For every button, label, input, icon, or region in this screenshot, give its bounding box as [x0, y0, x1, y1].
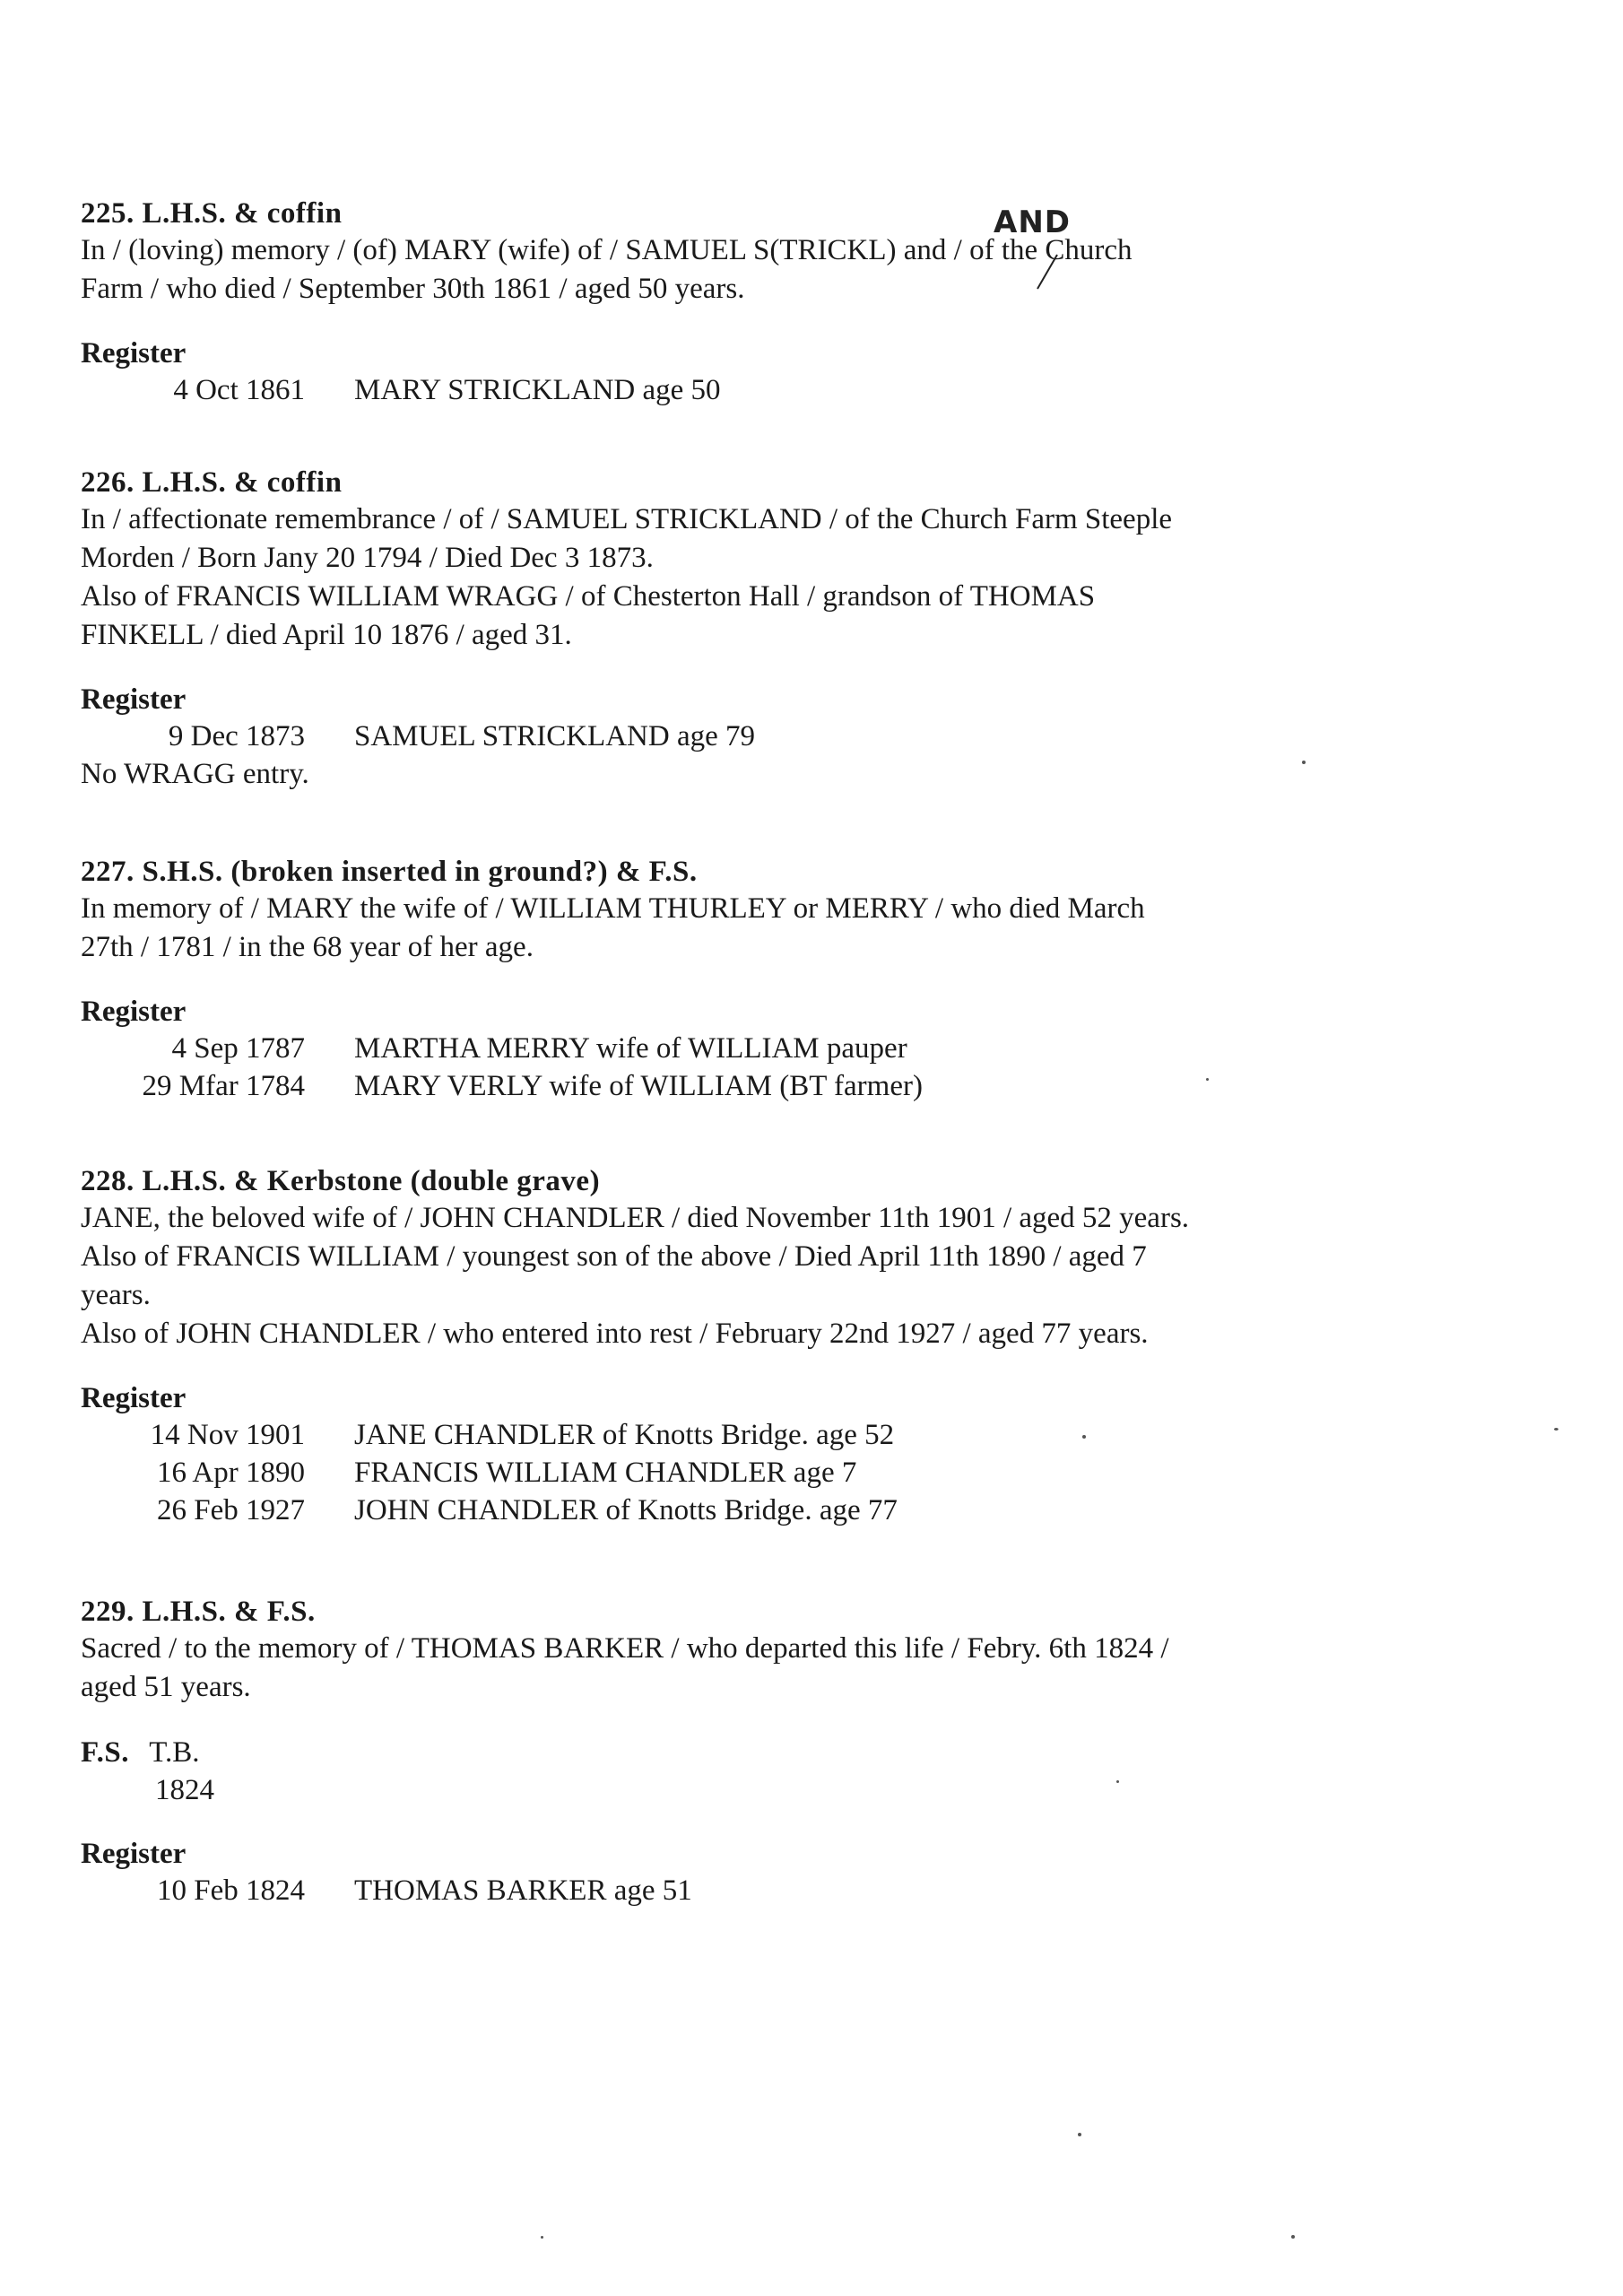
- register-row: [81, 1492, 1354, 1529]
- inscription-line: Farm / who died / September 30th 1861 / aged 50 years.: [81, 273, 745, 305]
- register-date: 14 Nov 1901: [150, 1419, 305, 1451]
- inscription-line: Also of FRANCIS WILLIAM / youngest son of the above / Died April 11th 1890 / aged 7: [81, 1240, 1147, 1273]
- register-note: No WRAGG entry.: [81, 758, 309, 790]
- entry-228: [81, 1163, 1354, 1529]
- register-label: Register: [81, 996, 187, 1028]
- register-label: Register: [81, 683, 187, 716]
- register-date: 4 Sep 1787: [171, 1032, 305, 1065]
- register-label: Register: [81, 337, 187, 370]
- register-text: THOMAS BARKER age 51: [354, 1874, 692, 1907]
- entry-225: [81, 196, 1354, 409]
- register-text: SAMUEL STRICKLAND age 79: [354, 720, 755, 752]
- entry-226: [81, 465, 1354, 794]
- entry-heading: 229. L.H.S. & F.S.: [81, 1596, 316, 1628]
- scan-speck: [1302, 761, 1306, 764]
- entry-229: [81, 1594, 1354, 1909]
- scan-speck: [1291, 2235, 1295, 2239]
- register-text: MARY STRICKLAND age 50: [354, 374, 721, 406]
- scan-speck: [1082, 1435, 1086, 1439]
- register-date: 9 Dec 1873: [168, 720, 305, 752]
- entry-heading: 226. L.H.S. & coffin: [81, 466, 343, 499]
- fs-label: F.S.: [81, 1736, 129, 1769]
- register-row: [81, 1872, 1354, 1909]
- register-text: JOHN CHANDLER of Knotts Bridge. age 77: [354, 1494, 898, 1526]
- entry-heading: 227. S.H.S. (broken inserted in ground?) & F.S.: [81, 856, 698, 888]
- inscription-line: Also of JOHN CHANDLER / who entered into rest / February 22nd 1927 / aged 77 years.: [81, 1318, 1149, 1350]
- entry-heading: 228. L.H.S. & Kerbstone (double grave): [81, 1165, 601, 1197]
- register-row: [81, 718, 1354, 755]
- fs-block: [81, 1734, 1354, 1771]
- scan-speck: [541, 2236, 543, 2239]
- scan-speck: [1554, 1428, 1558, 1431]
- register-text: FRANCIS WILLIAM CHANDLER age 7: [354, 1457, 857, 1489]
- register-date: 29 Mfar 1784: [142, 1070, 305, 1102]
- register-date: 26 Feb 1927: [157, 1494, 305, 1526]
- entry-heading: 225. L.H.S. & coffin: [81, 197, 343, 230]
- inscription-line: In / affectionate remembrance / of / SAMUEL STRICKLAND / of the Church Farm Steeple: [81, 503, 1173, 535]
- register-label: Register: [81, 1382, 187, 1414]
- inscription-line: Morden / Born Jany 20 1794 / Died Dec 3 1873.: [81, 542, 654, 574]
- inscription-line: FINKELL / died April 10 1876 / aged 31.: [81, 619, 572, 651]
- inscription-line: aged 51 years.: [81, 1671, 251, 1703]
- inscription-line: years.: [81, 1279, 151, 1311]
- inscription-line: Sacred / to the memory of / THOMAS BARKER / who departed this life / Febry. 6th 1824 /: [81, 1632, 1169, 1665]
- register-date: 16 Apr 1890: [157, 1457, 305, 1489]
- fs-year: 1824: [155, 1774, 214, 1806]
- register-row: [81, 1416, 1354, 1454]
- register-text: JANE CHANDLER of Knotts Bridge. age 52: [354, 1419, 895, 1451]
- register-row: [81, 1030, 1354, 1067]
- register-text: MARTHA MERRY wife of WILLIAM pauper: [354, 1032, 907, 1065]
- register-row: [81, 1454, 1354, 1492]
- register-row: [81, 1067, 1354, 1105]
- scan-speck: [1206, 1078, 1209, 1081]
- inscription-line: Also of FRANCIS WILLIAM WRAGG / of Chesterton Hall / grandson of THOMAS: [81, 580, 1096, 613]
- inscription-line: 27th / 1781 / in the 68 year of her age.: [81, 931, 534, 963]
- register-row: [81, 371, 1354, 409]
- handwritten-correction: AND: [994, 204, 1071, 240]
- inscription-line: In memory of / MARY the wife of / WILLIAM THURLEY or MERRY / who died March: [81, 892, 1145, 925]
- entry-227: [81, 854, 1354, 1105]
- scan-speck: [1116, 1780, 1119, 1783]
- register-date: 4 Oct 1861: [173, 374, 305, 406]
- scan-speck: [1078, 2133, 1081, 2136]
- inscription-line: In / (loving) memory / (of) MARY (wife) of / SAMUEL S(TRICKL) and / of the Church: [81, 234, 1133, 266]
- register-text: MARY VERLY wife of WILLIAM (BT farmer): [354, 1070, 923, 1102]
- fs-initials: T.B.: [149, 1736, 200, 1769]
- register-label: Register: [81, 1838, 187, 1870]
- register-date: 10 Feb 1824: [157, 1874, 305, 1907]
- inscription-line: JANE, the beloved wife of / JOHN CHANDLER / died November 11th 1901 / aged 52 years.: [81, 1202, 1190, 1234]
